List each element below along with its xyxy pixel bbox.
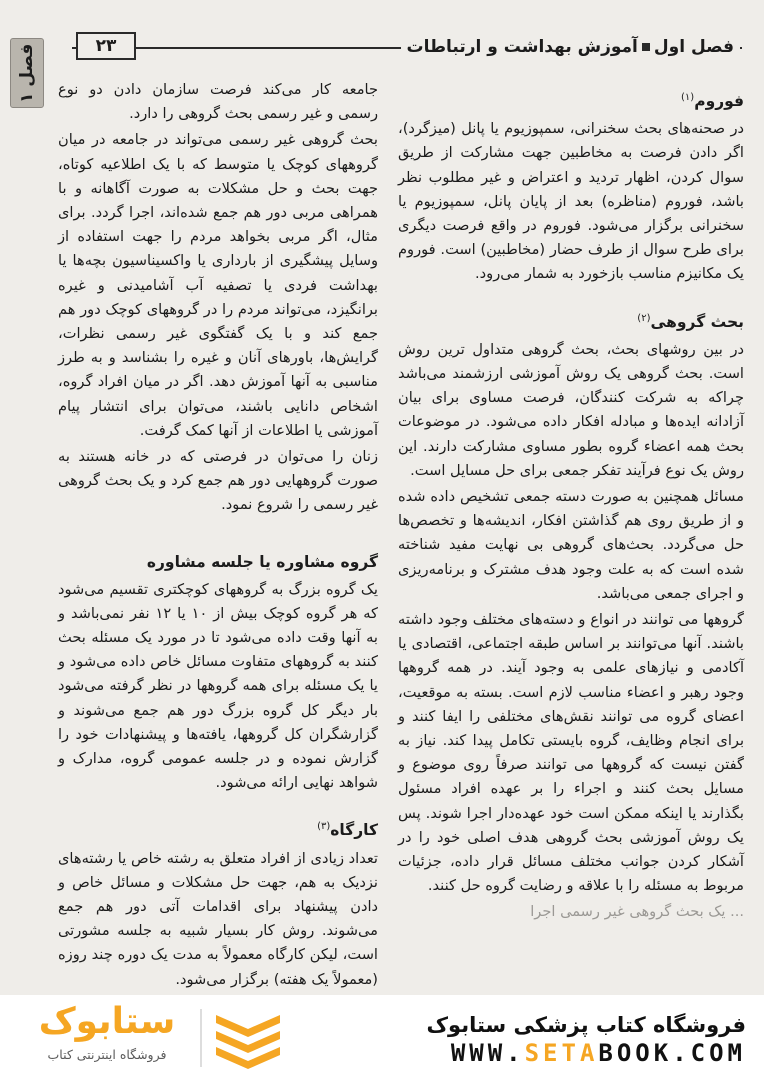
store-logo: ستابوک xyxy=(38,1001,176,1042)
group-discussion-title: بحث گروهی xyxy=(650,312,744,331)
group-discussion-heading xyxy=(398,307,744,334)
workshop-heading xyxy=(58,815,378,842)
informal-discussion-paragraph: بحث گروهی غیر رسمی می‌تواند در جامعه در میان گروههای کوچک یا متوسط که با یک اطلاعیه کوتاه، جهت بحث و حل مشکلات به صورت آگاهانه و با همراهی مربی دور هم جمع شده‌اند، اجرا گردد. برای مثال، اگر مربی بخواهد مردم را جهت استفاده از وسایل پیشگیری از بارداری یا واکسیناسیون بچه‌ها یا بهداشت فردی یا تصفیه آب آشامیدنی و غیره برانگیزد، می‌تواند مردم را در گروههای کوچک دور هم جمع کند و با یک گفتگوی غیر رسمی نظرات، گرایش‌ها، باورهای آنان و غیره را بشناسد و به طرز مناسبی به آنها آموزش دهد. اگر در میان افراد گروه، اشخاص دانایی باشند، می‌توان برای انتشار پیام آموزشی یا اطلاعات از آنها کمک گرفت. xyxy=(58,131,378,439)
section-title: آموزش بهداشت و ارتباطات xyxy=(406,37,638,57)
chapter-side-tab: فصل ۱ xyxy=(10,38,44,108)
website-suffix: BOOK.COM xyxy=(598,1039,746,1067)
website-accent: SETA xyxy=(524,1039,599,1067)
store-logo-subtitle: فروشگاه اینترنتی کتاب xyxy=(47,1047,167,1062)
forum-title: فوروم xyxy=(694,92,744,111)
footer-divider xyxy=(200,1009,202,1067)
left-column xyxy=(58,78,378,994)
workshop-title: کارگاه xyxy=(330,821,378,840)
group-discussion-footnote-ref: (۲) xyxy=(637,312,651,324)
website-prefix: WWW. xyxy=(450,1039,525,1067)
book-stack-icon xyxy=(212,1007,284,1069)
forum-footnote-ref: (۱) xyxy=(681,92,695,103)
workshop-paragraph: تعداد زیادی از افراد متعلق به رشته خاص یا رشته‌های نزدیک به هم، جهت حل مشکلات و مسائل خاص و دادن پیشنهاد برای اقدامات آتی دور هم جمع می‌شوند. روش کار بسیار شبیه به جلسه مشورتی است، لیکن کارگاه معمولاً به مدت یک دوره چند روزه (معمولاً یک هفته) برگزار می‌شود. xyxy=(58,849,378,988)
consultation-paragraph: یک گروه بزرگ به گروههای کوچکتری تقسیم می‌شود که هر گروه کوچک بیش از ۱۰ یا ۱۲ نفر نمی‌باشد و به آنها وقت داده می‌شود تا در مورد یک مسئله بحث کنند به گروههای متفاوت مسائل خاص داده می‌شود و یا یک مسئله برای همه گروهها در نظر گرفته می‌شود بار دیگر کل گروه بزرگ دور هم جمع می‌شوند و گزارشگران کل گروهها، یافته‌ها و پیشنهادات خود را گزارش نموده و در جلسه عمومی گروه، مدارک و شواهد نهایی ارائه می‌شود. xyxy=(58,580,378,792)
women-paragraph: زنان را می‌توان در فرصتی که در خانه هستند به صورت گروههایی دور هم جمع کرد و یک بحث گروهی غیر رسمی را شروع نمود. xyxy=(58,448,378,514)
running-header xyxy=(401,35,740,59)
page-number: ۲۳ xyxy=(76,32,136,60)
consultation-heading: گروه مشاوره یا جلسه مشاوره xyxy=(146,552,378,571)
forum-heading xyxy=(398,86,744,113)
group-discussion-paragraph-1: در بین روشهای بحث، بحث گروهی متداول ترین روش است. بحث گروهی یک روش آموزشی ارزشمند می‌باشد چراکه به شرکت کنندگان، فرصت مساوی برای بیان آزادانه ایده‌ها و مبادله افکار داده می‌شود. در موضوعات بحث همه اعضاء گروه بطور مساوی مشارکت دارند. این روش یک نوع فرآیند تفکر جمعی برای حل مسایل است. xyxy=(398,340,744,479)
group-discussion-paragraph-2: مسائل همچنین به صورت دسته جمعی تشخیص داده شده و از طریق روی هم گذاشتن افکار، اندیشه‌ها و تخصص‌ها حل می‌گردد. بحث‌های گروهی بی نهایت مفید شناخته شده است که به علت وجود هدف مشترک و برنامه‌ریزی و اجرای جمعی می‌باشد. xyxy=(398,487,744,602)
shop-name: فروشگاه کتاب پزشکی ستابوک xyxy=(426,1013,746,1037)
forum-paragraph: در صحنه‌های بحث سخنرانی، سمپوزیوم یا پانل (میزگرد)، اگر دادن فرصت به مخاطبین جهت مشارکت از طریق سوال کردن، اظهار تردید و اعتراض و غیر مطلوب نظر باشد، فوروم (مناظره) بعد از پایان پانل، سمپوزیوم یا سخنرانی برگزار می‌شود. فوروم در واقع فرصت دیگری برای طرح سوال از طرف حضار (مخاطبین) است. فوروم یک مکانیزم مناسب بازخورد به شمار می‌رود. xyxy=(398,120,744,283)
chapter-label: فصل اول xyxy=(653,37,734,57)
cut-off-line: ... یک بحث گروهی غیر رسمی اجرا xyxy=(530,903,744,921)
website-url[interactable] xyxy=(451,1039,746,1067)
square-bullet-icon xyxy=(642,43,650,51)
workshop-footnote-ref: (۳) xyxy=(317,821,331,833)
footer-banner xyxy=(0,995,764,1080)
right-column xyxy=(398,78,744,927)
group-discussion-paragraph-3: گروهها می توانند در انواع و دسته‌های مختلف وجود داشته باشند. آنها می‌توانند بر اساس طبقه اجتماعی، اقتصادی یا آکادمی و نیازهای علمی به وجود آیند. در همه گروهها وجود رهبر و اعضاء مناسب لازم است. بسته به موقعیت، اعضای گروه می توانند نقش‌های مختلفی را ایفا کنند و برای انجام وظایف، گروه بایستی تکامل پیدا کند. نیاز به گفتن نیست که گروهها می توانند صرفاً روی موضوع و مسایل بحث کنند و اجراء را بر عهده افراد مسئول بگذارند یا اینکه ممکن است خود عهده‌دار اجرا شوند. پس یک روش آموزشی بحث گروهی هدف اصلی خود را در آشکار کردن جوانب مختلف مسائل قرار داده، جزئیات مربوط به مسئله را با علاقه و رضایت گروه حل کنند. xyxy=(398,610,744,895)
intro-paragraph: جامعه کار می‌کند فرصت سازمان دادن دو نوع رسمی و غیر رسمی بحث گروهی را دارد. xyxy=(58,81,378,123)
